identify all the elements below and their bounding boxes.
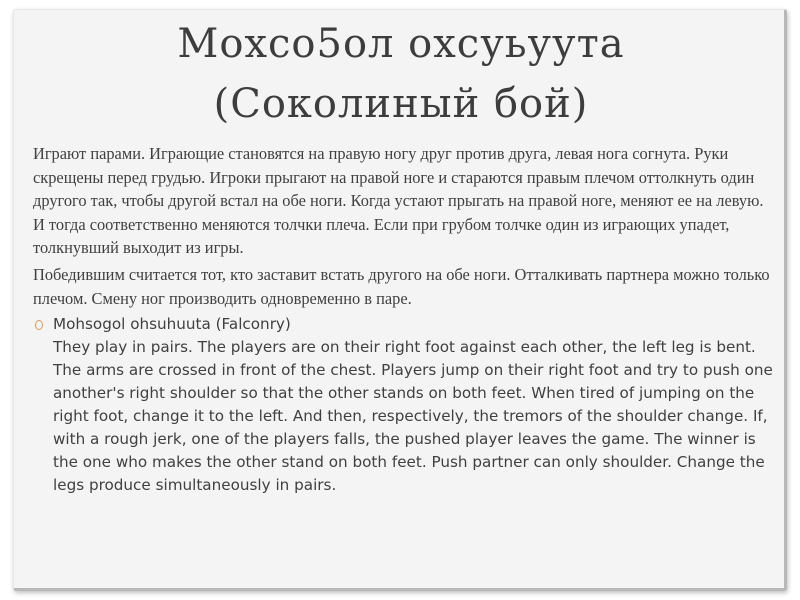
open-circle-bullet-icon [35, 320, 43, 330]
slide-title-line-2: (Соколиный бой) [213, 81, 589, 127]
russian-paragraph-1: Играют парами. Играющие становятся на правую ногу друг против друга, левая нога согнута. Руки скрещены перед грудью. Игроки прыгают на правой ноге и стараются правым плечом оттолкнуть один другого так, чтобы другой встал на обе ноги. Когда устают прыгать на правой ноге, меняют ее на левую. И тогда соответственно меняются толчки плеча. Если при грубом толчке один из играющих упадет, толкнувший выходит из игры. [33, 144, 764, 258]
slide-title-line-1: Мохсо5ол охсуьуута [177, 21, 625, 67]
slide [13, 9, 787, 591]
english-bullet-text: They play in pairs. The players are on their right foot against each other, the left leg is bent. The arms are crossed in front of the chest. Players jump on their right foot and try to push one another's right shoulder so that the other stands on both feet. When tired of jumping on the right foot, change it to the left. And then, respectively, the tremors of the shoulder change. If, with a rough jerk, one of the players falls, the pushed player leaves the game. The winner is the one who makes the other stand on both feet. Push partner can only shoulder. Change the legs produce simultaneously in pairs. [53, 338, 773, 495]
english-bullet-heading: Mohsogol ohsuhuuta (Falconry) [53, 315, 291, 334]
russian-paragraph-2: Победившим считается тот, кто заставит встать другого на обе ноги. Отталкивать партнера можно только плечом. Смену ног производить одновременно в паре. [33, 264, 770, 308]
slide-title [14, 14, 788, 134]
english-bullet [33, 313, 773, 497]
slide-body [33, 142, 773, 497]
